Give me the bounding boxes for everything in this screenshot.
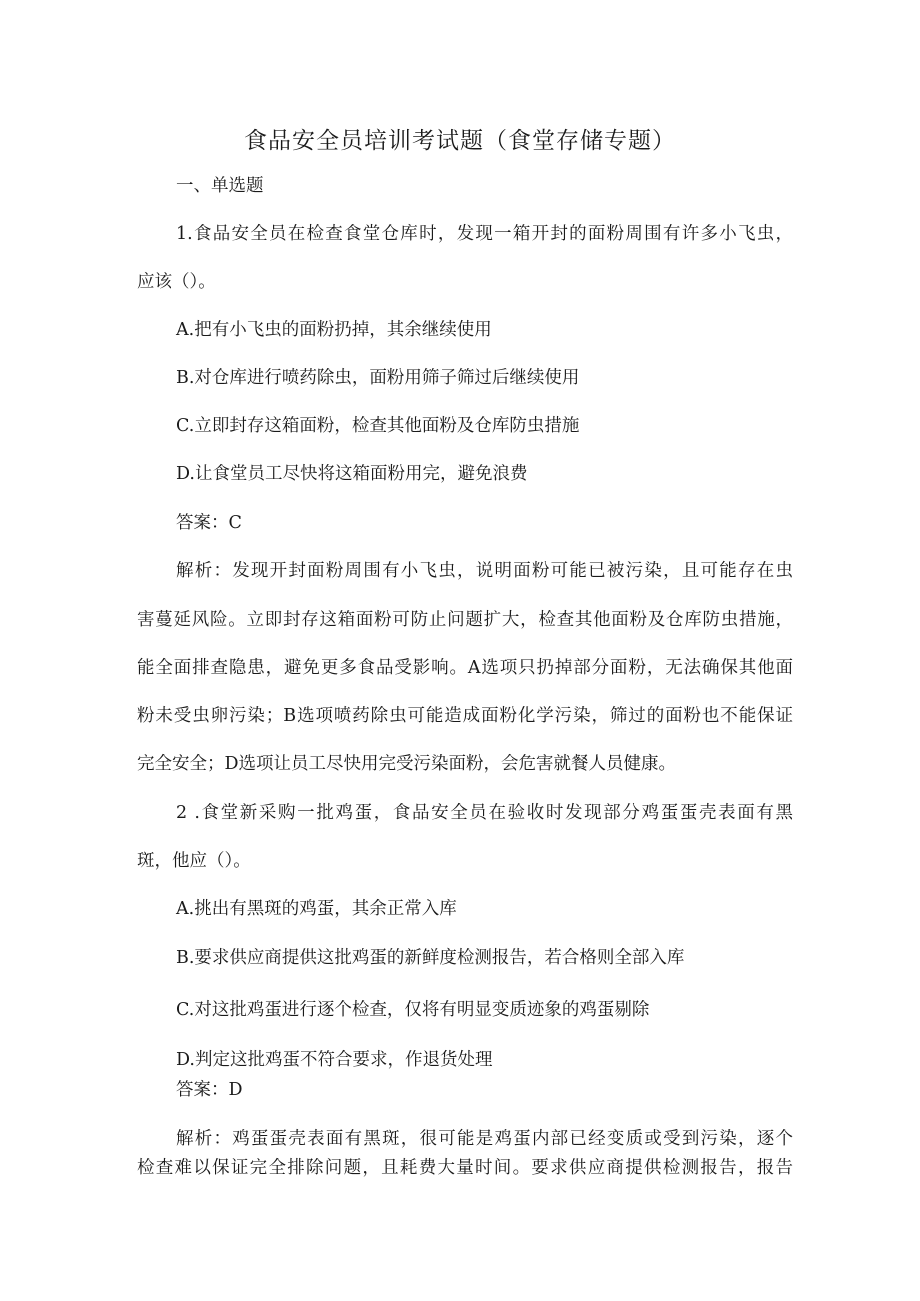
page-title: 食品安全员培训考试题（食堂存储专题） xyxy=(244,128,676,154)
q2-analysis-line2: 检查难以保证完全排除问题，且耗费大量时间。要求供应商提供检测报告，报告 xyxy=(137,1158,793,1178)
q2-answer: 答案：D xyxy=(176,1080,243,1100)
q1-analysis-line5: 完全安全；D选项让员工尽快用完受污染面粉，会危害就餐人员健康。 xyxy=(137,754,677,774)
q1-analysis-line1: 解析：发现开封面粉周围有小飞虫，说明面粉可能已被污染，且可能存在虫 xyxy=(176,561,793,581)
q1-stem-line1: 1.食品安全员在检查食堂仓库时，发现一箱开封的面粉周围有许多小飞虫， xyxy=(176,224,793,244)
q1-stem-line2: 应该（）。 xyxy=(137,272,216,292)
q1-option-c: C.立即封存这箱面粉，检查其他面粉及仓库防虫措施 xyxy=(176,416,580,436)
q2-stem-line2: 斑，他应（）。 xyxy=(137,851,251,871)
q2-option-c: C.对这批鸡蛋进行逐个检查，仅将有明显变质迹象的鸡蛋剔除 xyxy=(176,1000,650,1020)
q1-option-b: B.对仓库进行喷药除虫，面粉用筛子筛过后继续使用 xyxy=(176,368,580,388)
q2-stem-line1: 2 .食堂新采购一批鸡蛋，食品安全员在验收时发现部分鸡蛋蛋壳表面有黑 xyxy=(176,803,793,823)
q2-option-d: D.判定这批鸡蛋不符合要求，作退货处理 xyxy=(176,1050,493,1070)
section-heading: 一、单选题 xyxy=(176,176,264,196)
q2-analysis-line1: 解析：鸡蛋蛋壳表面有黑斑，很可能是鸡蛋内部已经变质或受到污染，逐个 xyxy=(176,1129,793,1149)
q1-option-d: D.让食堂员工尽快将这箱面粉用完，避免浪费 xyxy=(176,464,528,484)
q1-option-a: A.把有小飞虫的面粉扔掉，其余继续使用 xyxy=(176,320,492,340)
q1-analysis-line2: 害蔓延风险。立即封存这箱面粉可防止问题扩大，检查其他面粉及仓库防虫措施， xyxy=(137,610,793,630)
q1-answer: 答案：C xyxy=(176,513,242,533)
q2-option-a: A.挑出有黑斑的鸡蛋，其余正常入库 xyxy=(176,899,457,919)
q1-analysis-line4: 粉未受虫卵污染；B选项喷药除虫可能造成面粉化学污染，筛过的面粉也不能保证 xyxy=(137,706,793,726)
q1-analysis-line3: 能全面排查隐患，避免更多食品受影响。A选项只扔掉部分面粉，无法确保其他面 xyxy=(137,658,793,678)
q2-option-b: B.要求供应商提供这批鸡蛋的新鲜度检测报告，若合格则全部入库 xyxy=(176,948,685,968)
